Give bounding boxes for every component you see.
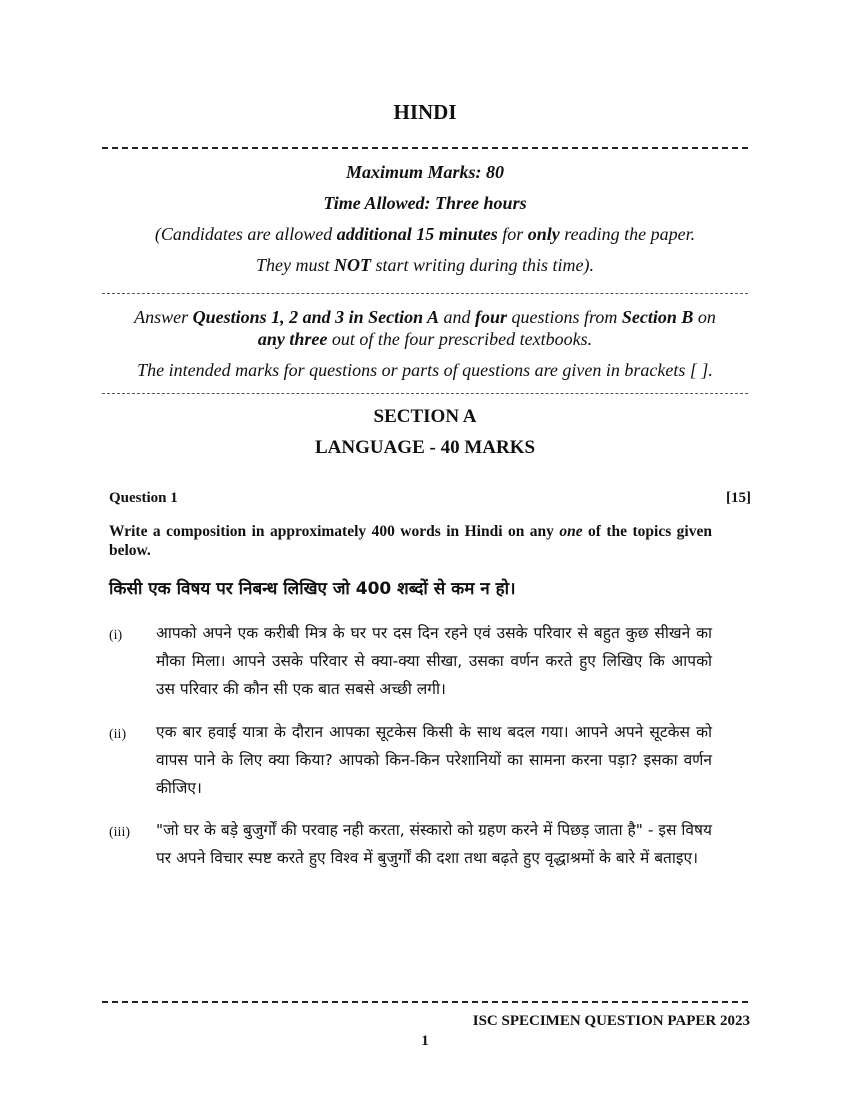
max-marks: Maximum Marks: 80 <box>345 162 505 182</box>
writing-restriction-note: They must NOT start writing during this time). <box>255 255 595 275</box>
topic-number: (i) <box>109 628 123 643</box>
reading-time-note: (Candidates are allowed additional 15 minutes for only reading the paper. <box>154 224 696 244</box>
subject-title: HINDI <box>393 100 457 124</box>
question-label: Question 1 <box>109 490 178 506</box>
divider <box>102 147 748 149</box>
time-allowed: Time Allowed: Three hours <box>323 193 527 213</box>
answer-instructions: Answer Questions 1, 2 and 3 in Section A and four questions from Section B on any three out of the four prescribed textbooks. <box>134 307 716 349</box>
footer-paper-title: ISC SPECIMEN QUESTION PAPER 2023 <box>472 1013 750 1029</box>
footer-divider <box>102 1001 748 1003</box>
question-marks: [15] <box>726 490 751 506</box>
marks-note: The intended marks for questions or parts of questions are given in brackets [ ]. <box>137 360 713 380</box>
topic-number: (iii) <box>109 825 130 840</box>
topic-text: एक बार हवाई यात्रा के दौरान आपका सूटकेस किसी के साथ बदल गया। आपने अपने सूटकेस को वापस पाने के लिए क्या किया? आपको किन-किन परेशानियों का सामना करना पड़ा? इसका वर्णन कीजिए। <box>156 723 712 797</box>
page-number: 1 <box>421 1033 429 1049</box>
section-title: SECTION A <box>373 406 477 427</box>
topic-number: (ii) <box>109 727 127 742</box>
section-subtitle: LANGUAGE - 40 MARKS <box>314 437 536 458</box>
hindi-instruction: किसी एक विषय पर निबन्ध लिखिए जो 400 शब्दों से कम न हो। <box>109 579 516 599</box>
question-text: Write a composition in approximately 400 words in Hindi on any one of the topics given below. <box>109 523 712 559</box>
topic-text: "जो घर के बड़े बुजुर्गों की परवाह नही करता, संस्कारो को ग्रहण करने में पिछड़ जाता है" - इस विषय पर अपने विचार स्पष्ट करते हुए विश्व में बुजुर्गों की दशा तथा बढ़ते हुए वृद्धाश्रमों के बारे में बताइए। <box>156 821 712 867</box>
divider <box>102 293 748 294</box>
topic-text: आपको अपने एक करीबी मित्र के घर पर दस दिन रहने एवं उसके परिवार से बहुत कुछ सीखने का मौका मिला। आपने उसके परिवार से क्या-क्या सीखा, उसका वर्णन करते हुए लिखिए कि आपको उस परिवार की कौन सी एक बात सबसे अच्छी लगी। <box>156 624 712 698</box>
divider <box>102 393 748 394</box>
